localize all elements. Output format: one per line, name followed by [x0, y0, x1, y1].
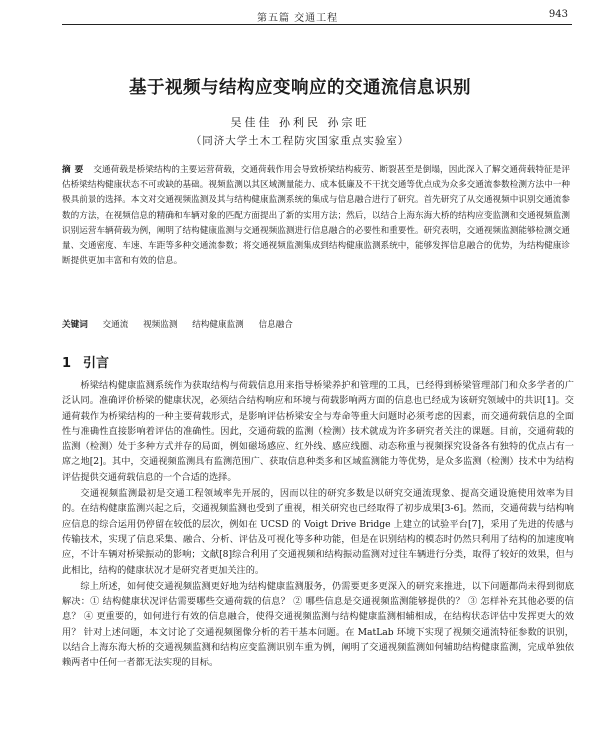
keywords	[62, 318, 570, 330]
keyword: 结构健康监测	[192, 320, 244, 330]
page-number: 943	[548, 9, 568, 20]
paper-authors: 吴佳佳 孙利民 孙宗旺	[230, 116, 370, 129]
running-header-section: 第五篇 交通工程	[257, 13, 339, 24]
keyword: 交通流	[102, 320, 129, 330]
keyword: 信息融合	[258, 320, 293, 330]
body-paragraph: 桥梁结构健康监测系统作为获取结构与荷载信息用来指导桥梁养护和管理的工具，已经得到桥梁管理部门和众多学者的广泛认同。准确评价桥梁的健康状况，必须结合结构响应和环境与荷载影响两方面的信息也已经成为该研究领域中的共识[1]。交通荷载作为桥梁结构的一种主要荷载形式，是影响评估桥梁安全与寿命等重大问题时必须考虑的因素，而交通荷载信息的全面性与准确性直接影响着评估的准确性。因此，交通荷载的监测（检测）技术就成为许多研究者关注的课题。目前，交通荷载的监测（检测）处于多种方式并存的局面，例如磁场感应、红外线、感应线圈、动态称重与视频探究设备各有独特的优点占有一席之地[2]。其中，交通视频监测具有监测范围广、获取信息种类多和区域监测能力等优势，是众多监测（检测）技术中为结构评估提供交通荷载信息的一个合适的选择。	[62, 380, 574, 483]
abstract	[62, 163, 570, 269]
section-title: 引言	[83, 356, 110, 371]
paper-title: 基于视频与结构应变响应的交通流信息识别	[129, 78, 471, 98]
keywords-label: 关键词	[62, 320, 88, 330]
paper-affiliation: （同济大学土木工程防灾国家重点实验室）	[190, 135, 410, 147]
keyword: 视频监测	[143, 320, 178, 330]
body-paragraph: 交通视频监测最初是交通工程领域率先开展的，因而以往的研究多数是以研究交通流现象、提高交通设施使用效率为目的。在结构健康监测兴起之后，交通视频监测也受到了重视，相关研究也已经取得了初步成果[3-6]。然而，交通荷载与结构响应信息的综合运用仍停留在较低的层次，例如在 UCSD 的 Voigt Drive Bridge 上建立的试验平台[7]，采用了先进的传感与传输技术，实现了信息采集、融合、分析、评估及可视化等多种功能，但是在识别结构的模态时仍然只利用了结构的加速度响应，不计车辆对桥梁振动的影响；文献[8]综合利用了交通视频和结构振动监测对过往车辆进行分类，取得了较好的效果，但与此相比，结构的健康状况才是研究者更加关注的。	[62, 488, 574, 576]
abstract-label: 摘要	[62, 165, 88, 175]
section-heading	[62, 352, 109, 371]
abstract-text: 交通荷载是桥梁结构的主要运营荷载，交通荷载作用会导致桥梁结构疲劳、断裂甚至是倒塌，因此深入了解交通荷载特征是评估桥梁结构健康状态不可或缺的基础。视频监测以其区域测量能力、成本低廉及不干扰交通等优点成为众多交通流参数检测方法中一种极具前景的选择。本文对交通视频监测及其与结构健康监测系统的集成与信息融合进行了研究。首先研究了从交通视频中识别交通流参数的方法，在视频信息的精确和车辆对象的匹配方面提出了新的实用方法；然后，以结合上海东海大桥的结构应变监测和交通视频监测识别运营车辆荷载为例，阐明了结构健康监测与交通视频监测进行信息融合的必要性和重要性。研究表明，交通视频监测能够检测交通量、交通密度、车速、车距等多种交通流参数；将交通视频监测集成到结构健康监测系统中，能够发挥信息融合的优势，为结构健康诊断提供更加丰富和有效的信息。	[62, 165, 570, 267]
body-paragraph: 综上所述，如何使交通视频监测更好地为结构健康监测服务，仍需要更多更深入的研究来推进，以下问题都尚未得到彻底解决：① 结构健康状况评估需要哪些交通荷载的信息？ ② 哪些信息是交通视频监测能够提供的？ ③ 怎样补充其他必要的信息？ ④ 更重要的，如何进行有效的信息融合，使得交通视频监测与结构健康监测相辅相成，在结构状态评估中发挥更大的效用？ 针对上述问题，本文讨论了交通视频图像分析的若干基本问题。在 MatLab 环境下实现了视频交通流特征参数的识别，以结合上海东海大桥的交通视频监测和结构应变监测识别车重为例，阐明了交通视频监测如何辅助结构健康监测，完成单独依赖两者中任何一者都无法实现的目标。	[62, 580, 574, 669]
running-header	[62, 8, 572, 25]
body-text	[62, 378, 574, 672]
section-number: 1	[62, 356, 72, 371]
